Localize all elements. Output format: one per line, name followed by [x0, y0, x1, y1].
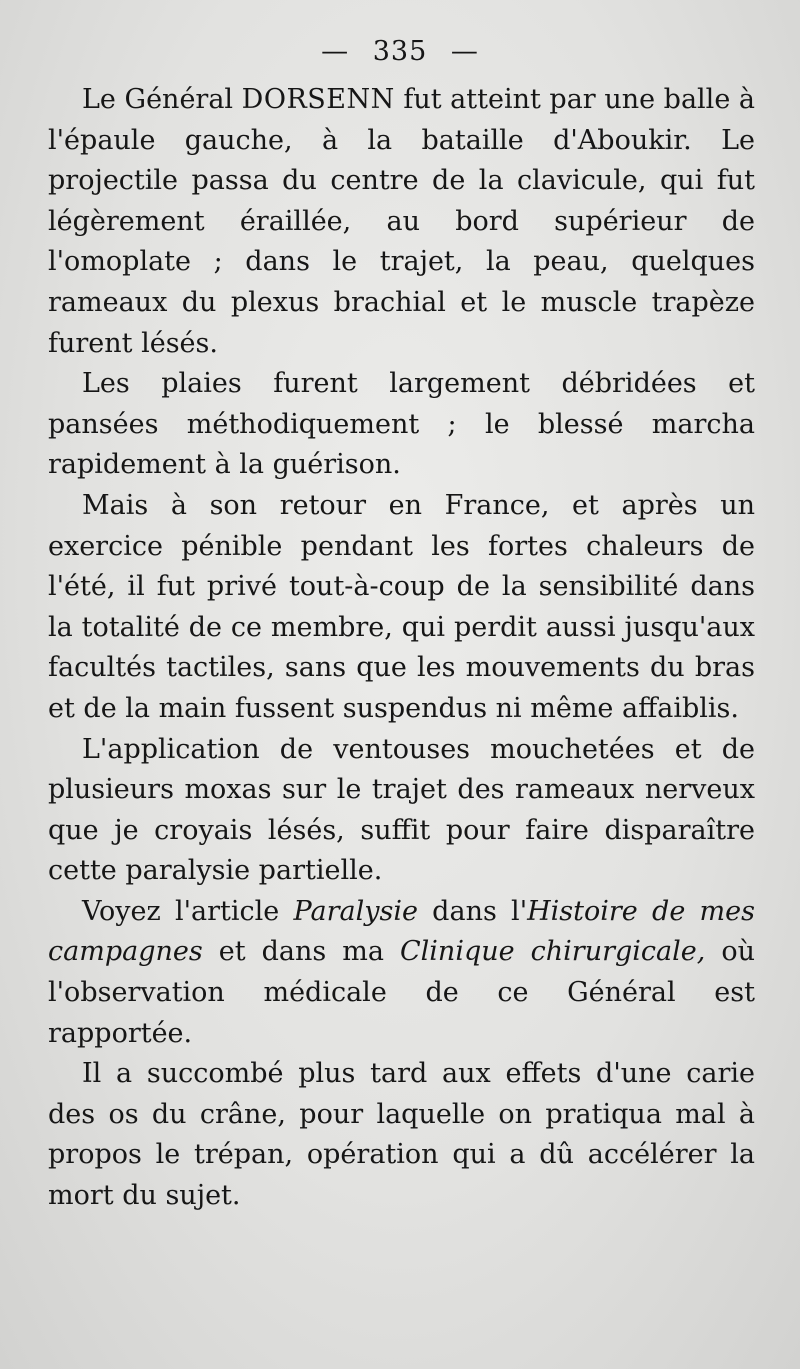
text-segment: dans l' — [417, 895, 528, 927]
paragraph — [48, 364, 755, 486]
person-name: DORSENN — [241, 84, 395, 115]
text-segment: L'application de ventouses mouchetées et de plusieurs moxas sur le trajet des rameaux nerveux que je croyais lésés, suffit pour faire disparaître cette paralysie partielle. — [48, 733, 755, 887]
paragraph — [48, 80, 755, 364]
paragraph — [48, 1054, 755, 1216]
right-dash: — — [450, 36, 479, 67]
italic-reference: Clinique chirurgicale, — [400, 936, 706, 968]
page-number-line — [0, 36, 800, 67]
italic-reference: Paralysie — [293, 895, 418, 927]
italic-reference: Histoire de mes campagnes — [48, 895, 755, 968]
page-number: 335 — [372, 36, 428, 67]
text-segment: Les plaies furent largement débridées et pansées méthodiquement ; le blessé marcha rapidement à la guérison. — [48, 368, 755, 481]
text-segment: Le Général — [82, 84, 242, 115]
text-segment: fut atteint par une balle à l'épaule gauche, à la bataille d'Aboukir. Le projectile passa du centre de la clavicule, qui fut légèrement éraillée, au bord supérieur de l'omoplate ; dans le trajet, la peau, quelques rameaux du plexus brachial et le muscle trapèze furent lésés. — [48, 84, 755, 359]
paragraph — [48, 486, 755, 730]
text-segment: Mais à son retour en France, et après un exercice pénible pendant les fortes chaleurs de l'été, il fut privé tout-à-coup de la sensibilité dans la totalité de ce membre, qui perdit aussi jusqu'aux facultés tactiles, sans que les mouvements du bras et de la main fussent suspendus ni même affaiblis. — [48, 489, 755, 724]
text-segment: Il a succombé plus tard aux effets d'une carie des os du crâne, pour laquelle on pratiqua mal à propos le trépan, opération qui a dû accélérer la mort du sujet. — [48, 1058, 755, 1212]
text-segment: où l'observation médicale de ce Général est rapportée. — [48, 936, 756, 1049]
paragraph — [48, 730, 755, 892]
left-dash: — — [321, 36, 350, 67]
text-segment: et dans ma — [202, 936, 400, 968]
body-text — [48, 80, 755, 1217]
paragraph — [48, 892, 755, 1054]
text-segment: Voyez l'article — [82, 895, 294, 927]
